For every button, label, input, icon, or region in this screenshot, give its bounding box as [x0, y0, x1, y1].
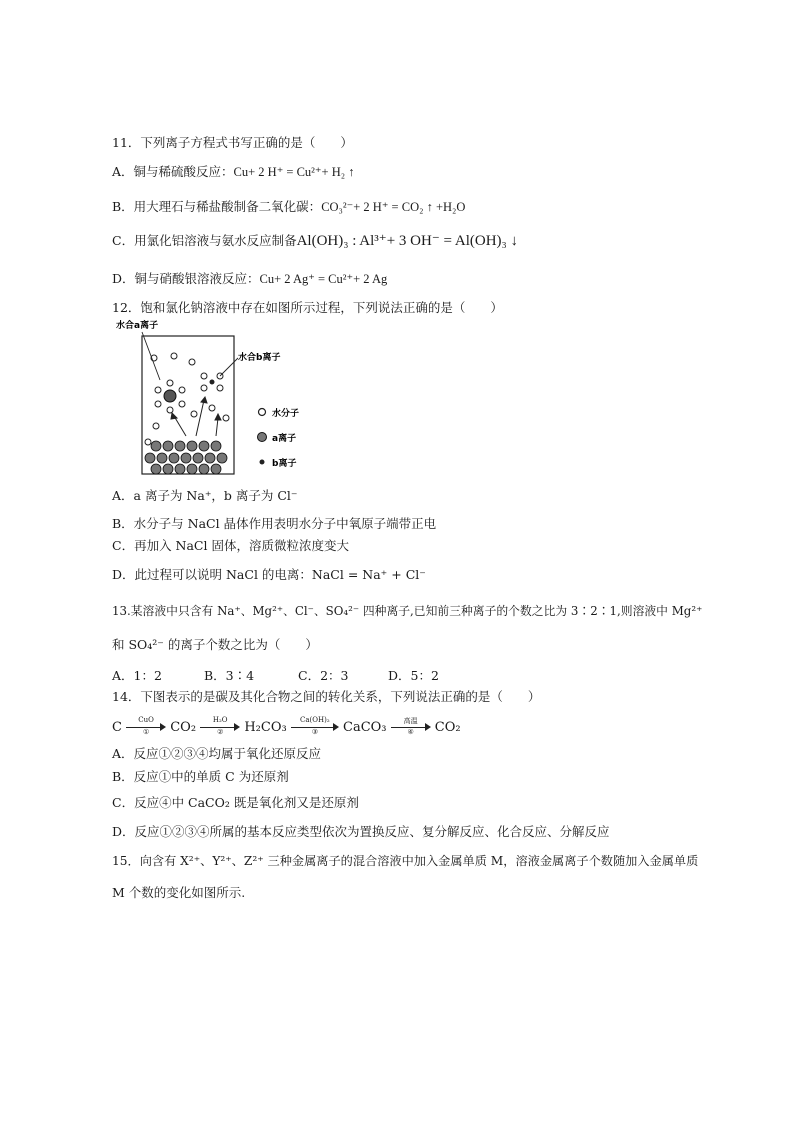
- q11-d-text: D．铜与硝酸银溶液反应：: [112, 271, 260, 286]
- q12-option-d: D．此过程可以说明 NaCl 的电离：NaCl = Na⁺ + Cl⁻: [112, 567, 426, 582]
- dissolution-figure: [112, 318, 312, 478]
- water-molecule-icon: [259, 409, 266, 416]
- arrow-1-reagent: CuO: [138, 716, 154, 724]
- reaction-arrow-1: [126, 717, 166, 737]
- chain-species-2: CO₂: [170, 719, 197, 735]
- arrow-4-condition: 高温: [403, 717, 418, 725]
- q11-c-text: C．用氯化铝溶液与氨水反应制备: [112, 233, 297, 248]
- q15-stem-line1: 15．向含有 X²⁺、Y²⁺、Z²⁺ 三种金属离子的混合溶液中加入金属单质 M，溶液金属离子个数随加入金属单质: [112, 854, 699, 868]
- label-hydrated-a: 水合a离子: [116, 321, 159, 331]
- q11-a-text: A．铜与稀硫酸反应：: [112, 164, 234, 179]
- q12-option-b: B．水分子与 NaCl 晶体作用表明水分子中氧原子端带正电: [112, 516, 437, 531]
- q13-stem-line2: 和 SO₄²⁻ 的离子个数之比为（ ）: [112, 637, 318, 652]
- arrow-3-reagent: Ca(OH)₂: [300, 716, 330, 724]
- dissolution-diagram: [112, 318, 312, 478]
- a-ion-icon: [258, 433, 267, 442]
- label-hydrated-b: 水合b离子: [238, 353, 281, 363]
- reaction-arrow-2: [200, 717, 240, 737]
- legend-b-label: b离子: [272, 459, 297, 469]
- arrow-2-number: ②: [217, 728, 224, 736]
- chain-species-4: CaCO₃: [343, 719, 387, 735]
- q12-stem: 12．饱和氯化钠溶液中存在如图所示过程，下列说法正确的是（ ）: [112, 300, 503, 315]
- arrow-4-number: ④: [407, 728, 414, 736]
- q13-stem-line1: 13.某溶液中只含有 Na⁺、Mg²⁺、Cl⁻、SO₄²⁻ 四种离子,已知前三种离子的个数之比为 3∶2∶1,则溶液中 Mg²⁺: [112, 604, 703, 618]
- arrow-3-number: ③: [311, 728, 318, 736]
- q14-option-a: A．反应①②③④均属于氧化还原反应: [112, 746, 322, 761]
- q14-option-b: B．反应①中的单质 C 为还原剂: [112, 769, 289, 784]
- q14-option-c: C．反应④中 CaCO₂ 既是氧化剂又是还原剂: [112, 795, 359, 810]
- q13-options: [112, 666, 439, 684]
- q11-option-d: [112, 270, 387, 288]
- q11-a-eq: Cu+ 2 H⁺ = Cu²⁺+ H₂ ↑: [233, 165, 355, 179]
- q12-option-a: A．a 离子为 Na⁺，b 离子为 Cl⁻: [112, 488, 298, 503]
- q13-option-a: A．1：2: [112, 668, 162, 683]
- q11-d-eq: Cu+ 2 Ag⁺ = Cu²⁺+ 2 Ag: [259, 272, 388, 286]
- arrow-2-reagent: H₂O: [212, 716, 228, 724]
- q11-option-a: [112, 163, 354, 181]
- chain-species-1: C: [112, 719, 122, 735]
- q11-option-b: [112, 198, 465, 216]
- q15-stem-line2: M 个数的变化如图所示.: [112, 885, 246, 900]
- q14-option-d: D．反应①②③④所属的基本反应类型依次为置换反应、复分解反应、化合反应、分解反应: [112, 824, 610, 839]
- chain-species-3: H₂CO₃: [244, 719, 287, 735]
- legend-a-label: a离子: [272, 434, 297, 444]
- legend-water-label: 水分子: [272, 409, 300, 419]
- q11-b-text: B．用大理石与稀盐酸制备二氧化碳：: [112, 199, 322, 214]
- arrow-1-number: ①: [142, 728, 150, 736]
- q13-option-b: B．3∶4: [204, 668, 255, 683]
- q14-stem: 14．下图表示的是碳及其化合物之间的转化关系，下列说法正确的是（ ）: [112, 689, 541, 704]
- carbon-conversion-chain: [112, 717, 461, 739]
- reaction-arrow-3: [291, 717, 339, 737]
- reaction-arrow-4: [391, 717, 431, 737]
- q11-c-eq: Al(OH)₃ : Al³⁺+ 3 OH⁻ = Al(OH)₃ ↓: [296, 233, 519, 249]
- q12-option-c: C．再加入 NaCl 固体，溶质微粒浓度变大: [112, 538, 349, 553]
- q11-stem: 11．下列离子方程式书写正确的是（ ）: [112, 135, 353, 150]
- b-ion-icon: [260, 460, 265, 465]
- q11-b-eq: CO₃²⁻+ 2 H⁺ = CO₂ ↑ +H₂O: [321, 200, 466, 214]
- q13-option-d: D．5：2: [388, 668, 439, 683]
- q11-option-c: [112, 232, 518, 250]
- chain-species-5: CO₂: [434, 719, 461, 735]
- q13-option-c: C．2：3: [298, 668, 349, 683]
